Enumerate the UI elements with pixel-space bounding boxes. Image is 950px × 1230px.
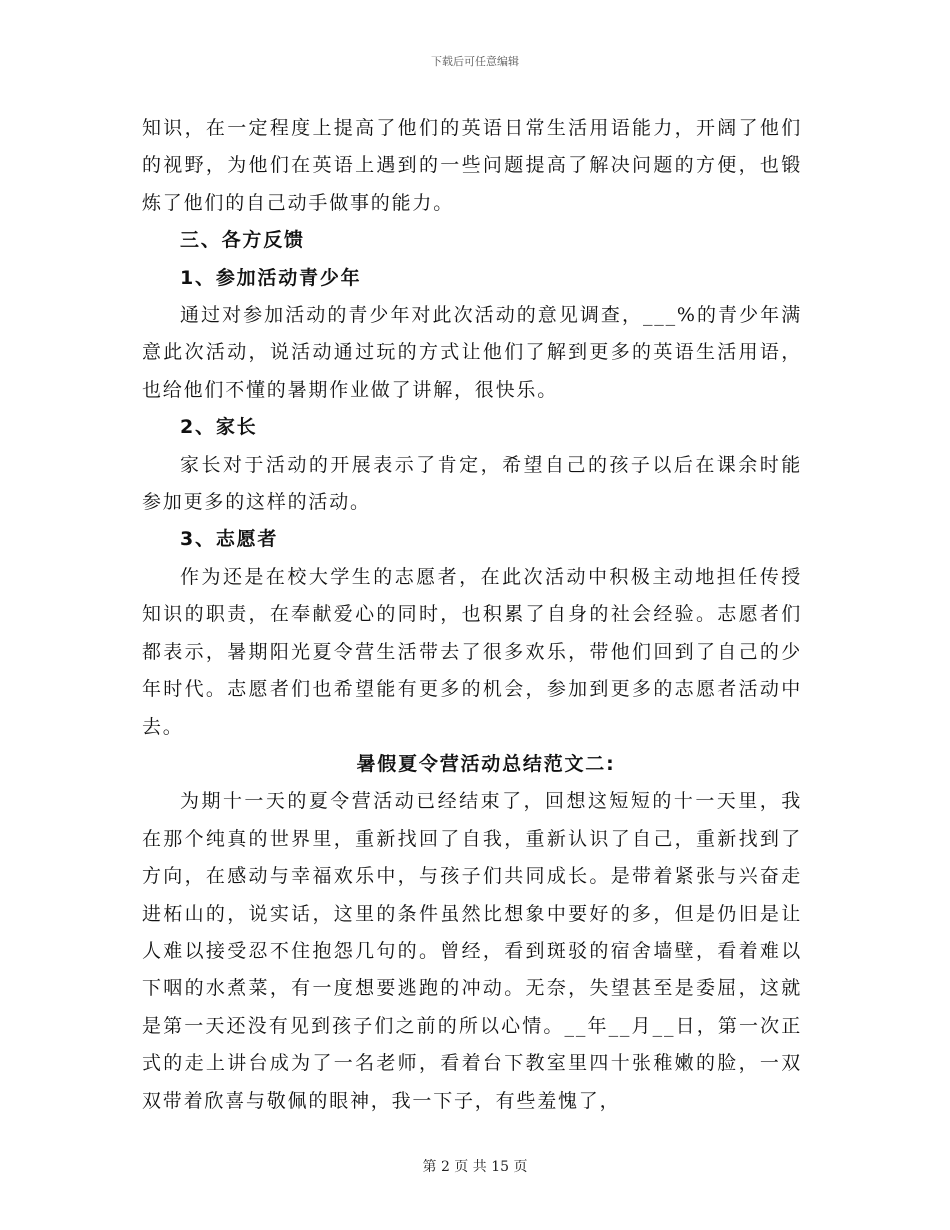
subheading-volunteers: 3、志愿者 (180, 528, 279, 551)
page-number: 第 2 页 共 15 页 (422, 1159, 528, 1175)
section-heading-feedback: 三、各方反馈 (180, 229, 305, 252)
subheading-parents: 2、家长 (180, 416, 258, 439)
paragraph-volunteers: 作为还是在校大学生的志愿者，在此次活动中积极主动地担任传授知识的职责，在奉献爱心的同时，也积累了自身的社会经验。志愿者们都表示，暑期阳光夏令营生活带去了很多欢乐，带他们回到了自己的少年时代。志愿者们也希望能有更多的机会，参加到更多的志愿者活动中去。 (142, 565, 802, 738)
document-body (142, 110, 802, 1120)
subheading-youth: 1、参加活动青少年 (180, 266, 362, 289)
paragraph-camp-reflection: 为期十一天的夏令营活动已经结束了，回想这短短的十一天里，我在那个纯真的世界里，重新找回了自我，重新认识了自己，重新找到了方向，在感动与幸福欢乐中，与孩子们共同成长。是带着紧张与兴奋走进柘山的，说实话，这里的条件虽然比想象中要好的多，但是仍旧是让人难以接受忍不住抱怨几句的。曾经，看到斑驳的宿舍墙壁，看着难以下咽的水煮菜，有一度想要逃跑的冲动。无奈，失望甚至是委屈，这就是第一天还没有见到孩子们之前的所以心情。__年__月__日，第一次正式的走上讲台成为了一名老师，看着台下教室里四十张稚嫩的脸，一双双带着欣喜与敬佩的眼神，我一下子，有些羞愧了， (142, 790, 802, 1112)
paragraph-continued: 知识，在一定程度上提高了他们的英语日常生活用语能力，开阔了他们的视野，为他们在英语上遇到的一些问题提高了解决问题的方便，也锻炼了他们的自己动手做事的能力。 (142, 117, 802, 214)
paragraph-youth: 通过对参加活动的青少年对此次活动的意见调查，___%的青少年满意此次活动，说活动通过玩的方式让他们了解到更多的英语生活用语，也给他们不懂的暑期作业做了讲解，很快乐。 (142, 304, 802, 401)
paragraph-parents: 家长对于活动的开展表示了肯定，希望自己的孩子以后在课余时能参加更多的这样的活动。 (142, 453, 802, 514)
header-note: 下载后可任意编辑 (431, 55, 519, 68)
article-title-2: 暑假夏令营活动总结范文二: (356, 752, 616, 775)
